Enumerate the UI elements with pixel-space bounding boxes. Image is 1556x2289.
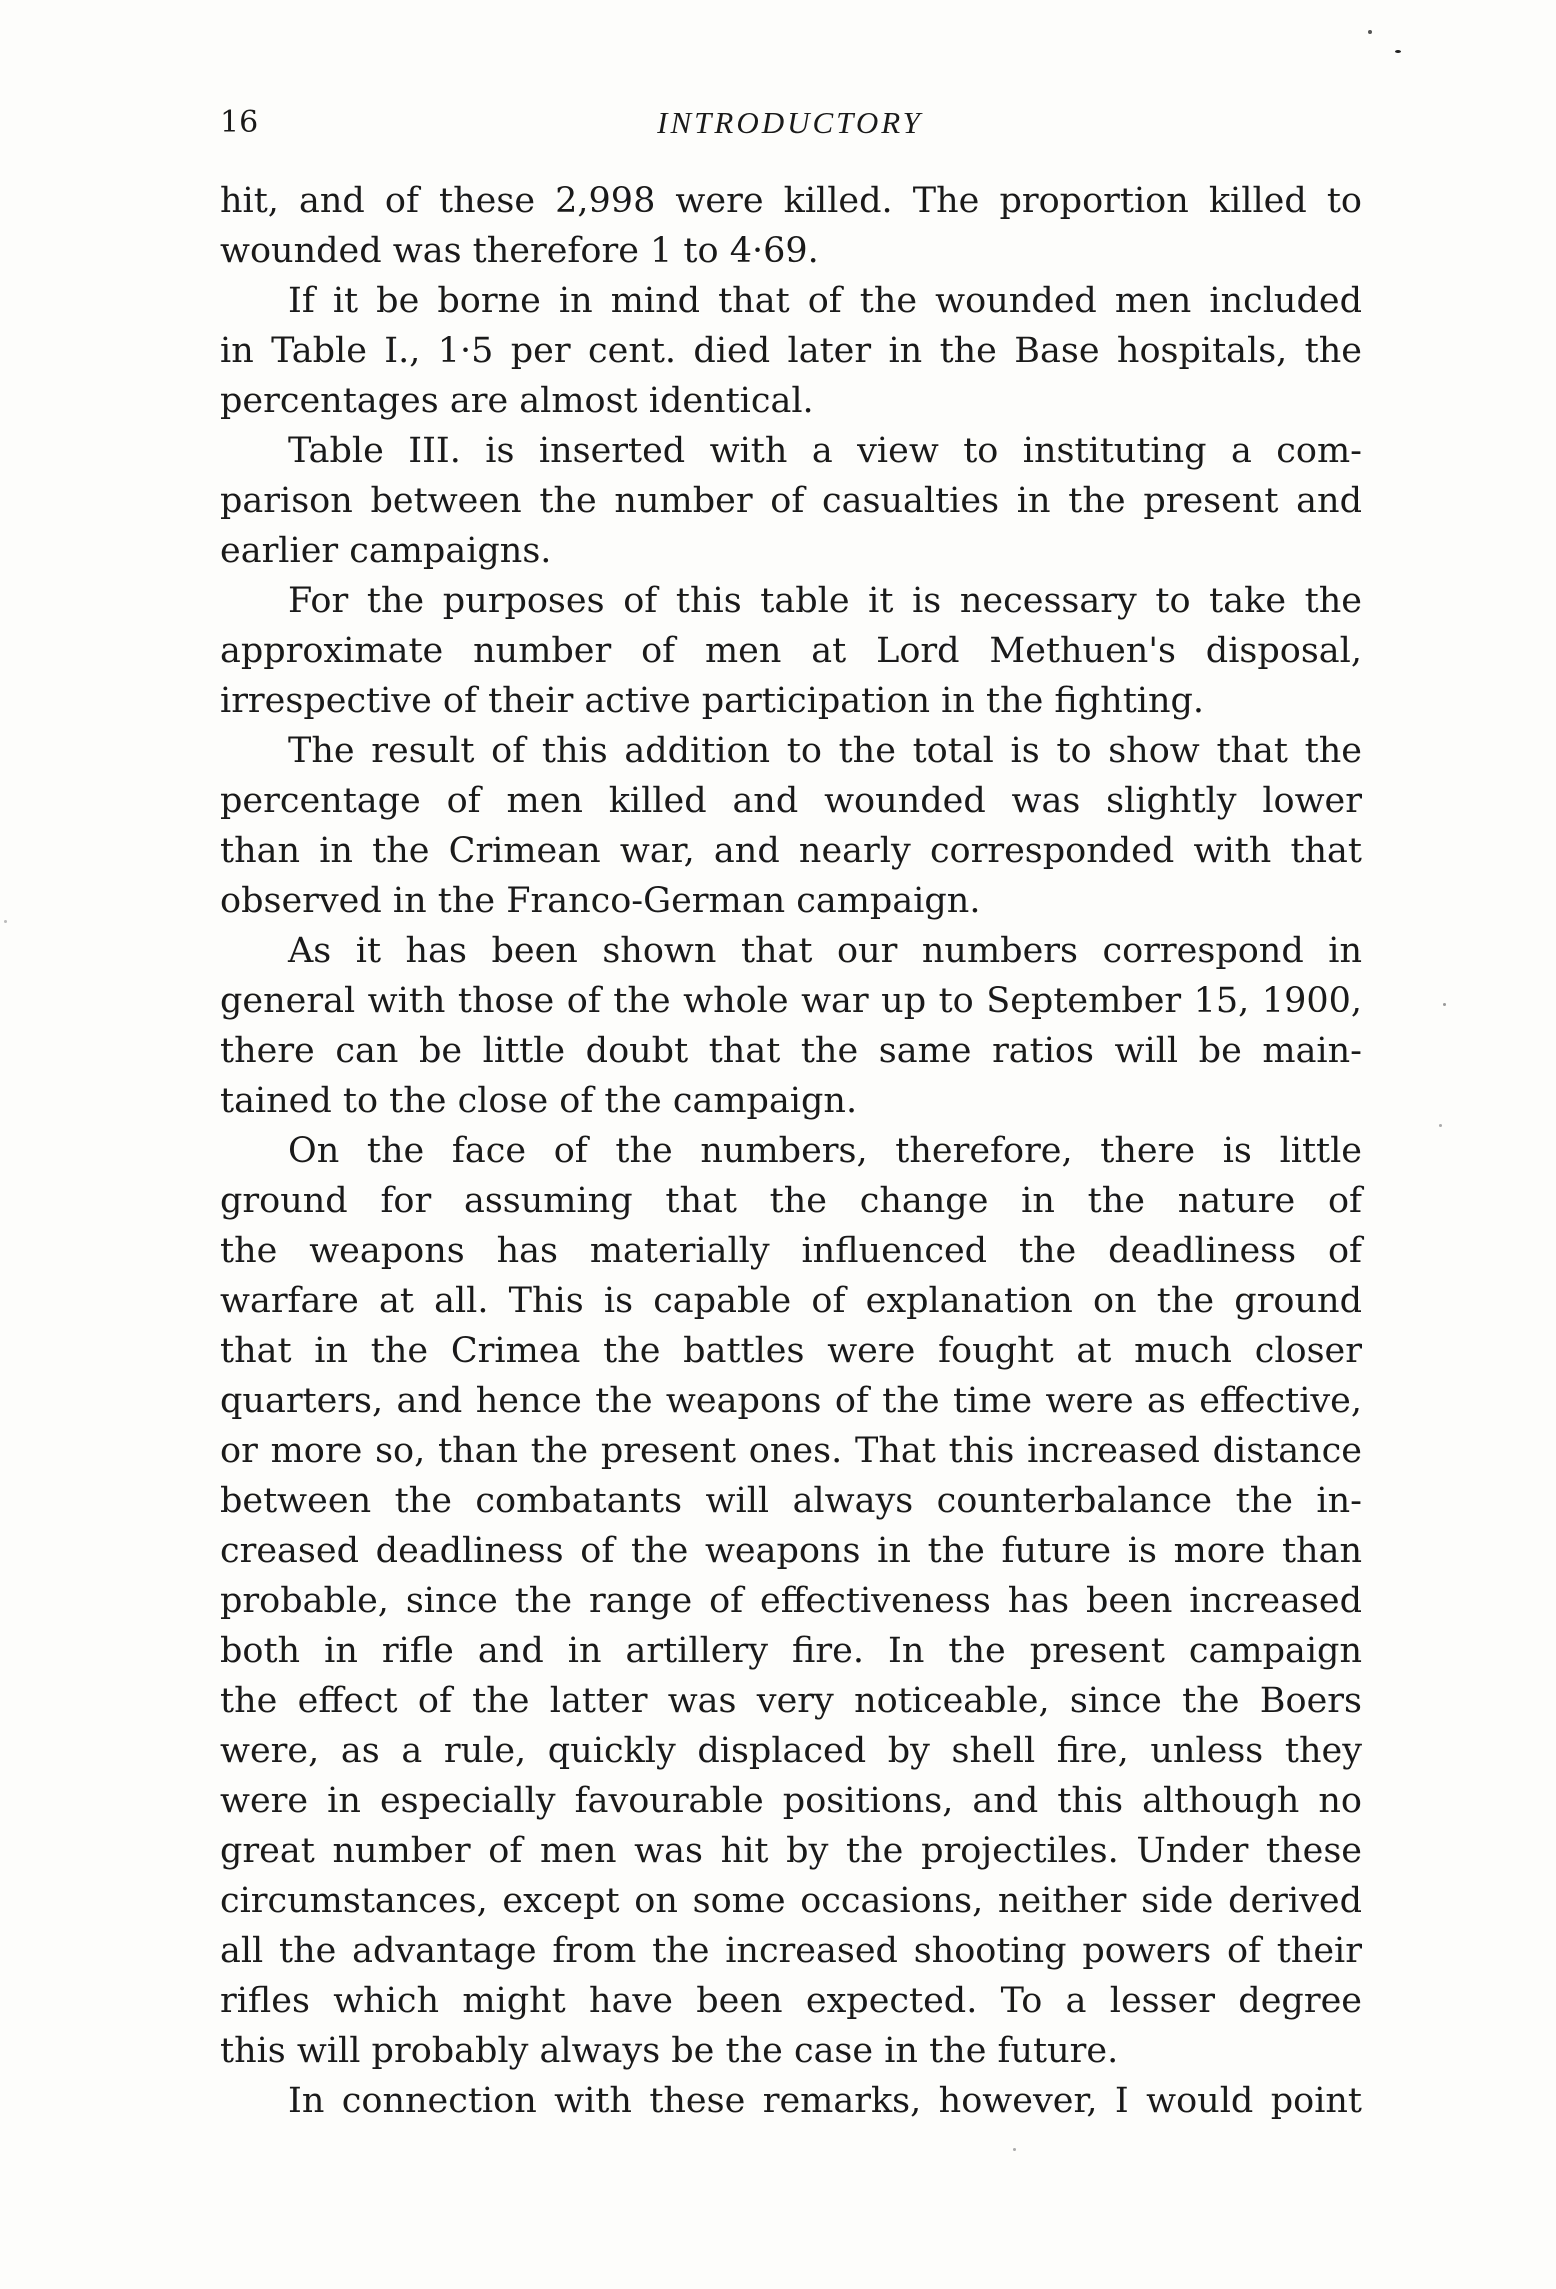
paragraph — [220, 1126, 1362, 2076]
scan-speck — [1439, 1124, 1442, 1127]
body-text — [220, 176, 1362, 2126]
paragraph — [220, 276, 1362, 426]
text-line: creased deadliness of the weapons in the future is more than — [220, 1531, 1362, 1571]
paragraph — [220, 576, 1362, 726]
paragraph — [220, 2076, 1362, 2126]
text-line: hit, and of these 2,998 were killed. The proportion killed to — [220, 181, 1362, 221]
text-line: Table III. is inserted with a view to instituting a com- — [288, 431, 1362, 471]
text-line: there can be little doubt that the same ratios will be main- — [220, 1031, 1362, 1071]
text-line: If it be borne in mind that of the wounded men included — [288, 281, 1362, 321]
text-line: were in especially favourable positions, and this although no — [220, 1781, 1362, 1821]
text-line: earlier campaigns. — [220, 531, 552, 571]
page-header — [220, 98, 1360, 148]
text-line: that in the Crimea the battles were fought at much closer — [220, 1331, 1362, 1371]
text-line: The result of this addition to the total is to show that the — [288, 731, 1362, 771]
text-line: great number of men was hit by the projectiles. Under these — [220, 1831, 1362, 1871]
text-line: rifles which might have been expected. To a lesser degree — [220, 1981, 1362, 2021]
text-line: parison between the number of casualties in the present and — [220, 481, 1362, 521]
scan-speck — [1443, 1003, 1446, 1006]
text-line: quarters, and hence the weapons of the time were as effective, — [220, 1381, 1362, 1421]
text-line: probable, since the range of effectiveness has been increased — [220, 1581, 1362, 1621]
text-line: between the combatants will always counterbalance the in- — [220, 1481, 1362, 1521]
text-line: For the purposes of this table it is necessary to take the — [288, 581, 1362, 621]
text-line: In connection with these remarks, however, I would point — [288, 2081, 1362, 2121]
text-line: As it has been shown that our numbers correspond in — [288, 931, 1362, 971]
text-line: circumstances, except on some occasions, neither side derived — [220, 1881, 1362, 1921]
scan-speck — [1013, 2148, 1016, 2151]
text-line: percentages are almost identical. — [220, 381, 814, 421]
text-line: or more so, than the present ones. That this increased distance — [220, 1431, 1362, 1471]
text-line: this will probably always be the case in the future. — [220, 2031, 1119, 2071]
scan-speck — [1368, 30, 1372, 34]
text-line: approximate number of men at Lord Methuen's disposal, — [220, 631, 1362, 671]
text-line: the weapons has materially influenced the deadliness of — [220, 1231, 1362, 1271]
paragraph — [220, 426, 1362, 576]
text-line: both in rifle and in artillery fire. In the present campaign — [220, 1631, 1362, 1671]
text-line: all the advantage from the increased shooting powers of their — [220, 1931, 1362, 1971]
text-line: wounded was therefore 1 to 4·69. — [220, 231, 819, 271]
paragraph — [220, 726, 1362, 926]
text-line: warfare at all. This is capable of explanation on the ground — [220, 1281, 1362, 1321]
text-line: were, as a rule, quickly displaced by shell fire, unless they — [220, 1731, 1362, 1771]
text-line: in Table I., 1·5 per cent. died later in the Base hospitals, the — [220, 331, 1362, 371]
scan-speck — [1395, 50, 1401, 53]
text-line: than in the Crimean war, and nearly corresponded with that — [220, 831, 1362, 871]
text-line: observed in the Franco-German campaign. — [220, 881, 981, 921]
text-line: ground for assuming that the change in the nature of — [220, 1181, 1362, 1221]
text-line: On the face of the numbers, therefore, there is little — [288, 1131, 1362, 1171]
scan-speck — [4, 920, 7, 923]
text-line: irrespective of their active participation in the fighting. — [220, 681, 1205, 721]
text-line: percentage of men killed and wounded was slightly lower — [220, 781, 1362, 821]
paragraph — [220, 926, 1362, 1126]
text-line: general with those of the whole war up to September 15, 1900, — [220, 981, 1362, 1021]
running-head: INTRODUCTORY — [657, 105, 923, 140]
paragraph — [220, 176, 1362, 276]
page-number: 16 — [220, 105, 259, 140]
text-line: the effect of the latter was very noticeable, since the Boers — [220, 1681, 1362, 1721]
text-line: tained to the close of the campaign. — [220, 1081, 858, 1121]
